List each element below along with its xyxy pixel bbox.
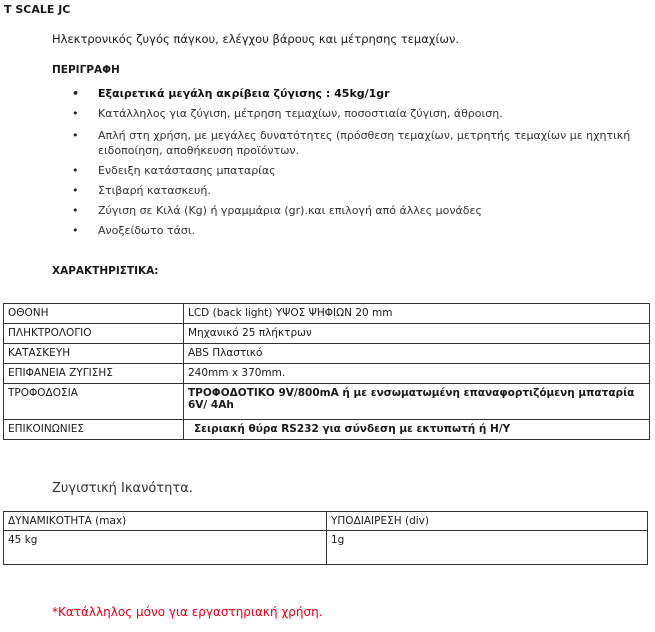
spec-label: ΠΛΗΚΤΡΟΛΟΓΙΟ [4, 324, 184, 344]
capacity-heading: Ζυγιστική Ικανότητα. [52, 481, 193, 496]
spec-value: Σειριακή θύρα RS232 για σύνδεση με εκτυπωτή ή Η/Υ [184, 420, 650, 440]
table-row [4, 344, 650, 364]
spec-value: LCD (back light) ΥΨΟΣ ΨΗΦΙΩΝ 20 mm [184, 304, 650, 324]
characteristics-heading: ΧΑΡΑΚΤΗΡΙΣΤΙΚΑ: [52, 265, 159, 277]
spec-label: ΕΠΙΚΟΙΝΩΝΙΕΣ [4, 420, 184, 440]
feature-item: • Απλή στη χρήση, με μεγάλες δυνατότητες (πρόσθεση τεμαχίων, μετρητής τεμαχίων με ηχητική ειδοποίηση, αποθήκευση προϊόντων. [72, 128, 647, 158]
spec-value: Μηχανικό 25 πλήκτρων [184, 324, 650, 344]
table-row [4, 531, 648, 565]
table-row [4, 384, 650, 420]
spec-value: ABS Πλαστικό [184, 344, 650, 364]
spec-label: ΕΠΙΦΑΝΕΙΑ ΖΥΓΙΣΗΣ [4, 364, 184, 384]
spec-label: ΤΡΟΦΟΔΟΣΙΑ [4, 384, 184, 420]
product-intro: Ηλεκτρονικός ζυγός πάγκου, ελέγχου βάρους και μέτρησης τεμαχίων. [52, 32, 460, 46]
capacity-header: ΔΥΝΑΜΙΚΟΤΗΤΑ (max) [4, 512, 327, 531]
table-row [4, 512, 648, 531]
spec-label: ΚΑΤΑΣΚΕΥΗ [4, 344, 184, 364]
feature-item: • Εξαιρετικά μεγάλη ακρίβεια ζύγισης : 45kg/1gr [72, 86, 647, 101]
capacity-value: 45 kg [4, 531, 327, 565]
table-row [4, 304, 650, 324]
usage-note: *Κατάλληλος μόνο για εργαστηριακή χρήση. [52, 605, 323, 619]
description-heading: ΠΕΡΙΓΡΑΦΗ [52, 64, 120, 76]
capacity-table [3, 511, 648, 565]
feature-item: • Κατάλληλος για ζύγιση, μέτρηση τεμαχίων, ποσοστιαία ζύγιση, άθροιση. [72, 106, 647, 121]
spec-value: ΤΡΟΦΟΔΟΤΙΚΟ 9V/800mA ή με ενσωματωμένη επαναφορτιζόμενη μπαταρία 6V/ 4Ah [184, 384, 650, 420]
feature-list [72, 86, 647, 238]
feature-item: • Ζύγιση σε Κιλά (Kg) ή γραμμάρια (gr).και επιλογή από άλλες μονάδες [72, 203, 647, 218]
spec-value: 240mm x 370mm. [184, 364, 650, 384]
capacity-value: 1g [327, 531, 648, 565]
table-row [4, 364, 650, 384]
table-row [4, 324, 650, 344]
capacity-header: ΥΠΟΔΙΑΙΡΕΣΗ (div) [327, 512, 648, 531]
spec-label: ΟΘΟΝΗ [4, 304, 184, 324]
feature-item: • Ανοξείδωτο τάσι. [72, 223, 647, 238]
table-row [4, 420, 650, 440]
feature-item: • Ενδειξη κατάστασης μπαταρίας [72, 163, 647, 178]
product-title: T SCALE JC [4, 3, 71, 16]
feature-item: • Στιβαρή κατασκευή. [72, 183, 647, 198]
spec-table [3, 303, 650, 440]
